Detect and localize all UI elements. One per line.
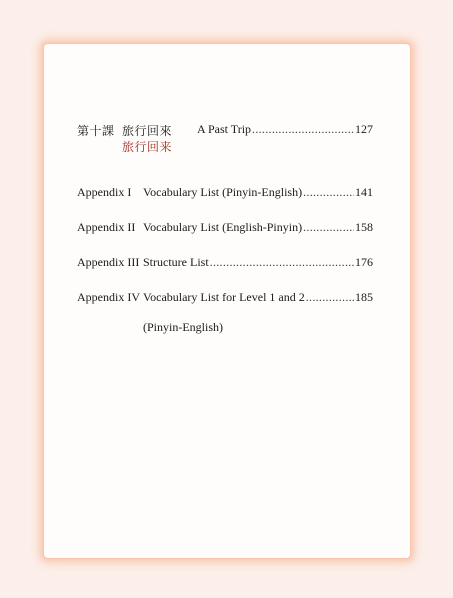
toc-entry-title-continuation: (Pinyin-English) <box>143 320 223 334</box>
dot-leader <box>306 290 354 304</box>
dot-leader <box>303 185 354 199</box>
appendix-label: Appendix II <box>77 220 136 234</box>
toc-entry-title: Vocabulary List (English-Pinyin) <box>143 220 303 234</box>
toc-entry-appendix-2[interactable] <box>143 220 373 234</box>
toc-page <box>44 44 410 558</box>
toc-entry-appendix-4[interactable] <box>143 290 373 304</box>
toc-entry-lesson-10[interactable] <box>197 122 373 136</box>
toc-entry-page: 176 <box>355 255 373 269</box>
dot-leader <box>303 220 354 234</box>
toc-entry-appendix-3[interactable] <box>143 255 373 269</box>
lesson-number: 第十課 <box>77 124 115 138</box>
appendix-label: Appendix I <box>77 185 132 199</box>
lesson-title-simplified: 旅行回来 <box>122 140 173 154</box>
toc-entry-title: Structure List <box>143 255 209 269</box>
toc-entry-title: Vocabulary List (Pinyin-English) <box>143 185 303 199</box>
toc-entry-title: Vocabulary List for Level 1 and 2 <box>143 290 305 304</box>
toc-entry-page: 141 <box>355 185 373 199</box>
toc-entry-appendix-1[interactable] <box>143 185 373 199</box>
dot-leader <box>252 122 354 136</box>
appendix-label: Appendix III <box>77 255 140 269</box>
toc-entry-page: 127 <box>355 122 373 136</box>
toc-entry-title: A Past Trip <box>197 122 252 136</box>
dot-leader <box>210 255 354 269</box>
lesson-title-traditional: 旅行回來 <box>122 124 173 138</box>
appendix-label: Appendix IV <box>77 290 140 304</box>
toc-entry-page: 185 <box>355 290 373 304</box>
toc-entry-page: 158 <box>355 220 373 234</box>
